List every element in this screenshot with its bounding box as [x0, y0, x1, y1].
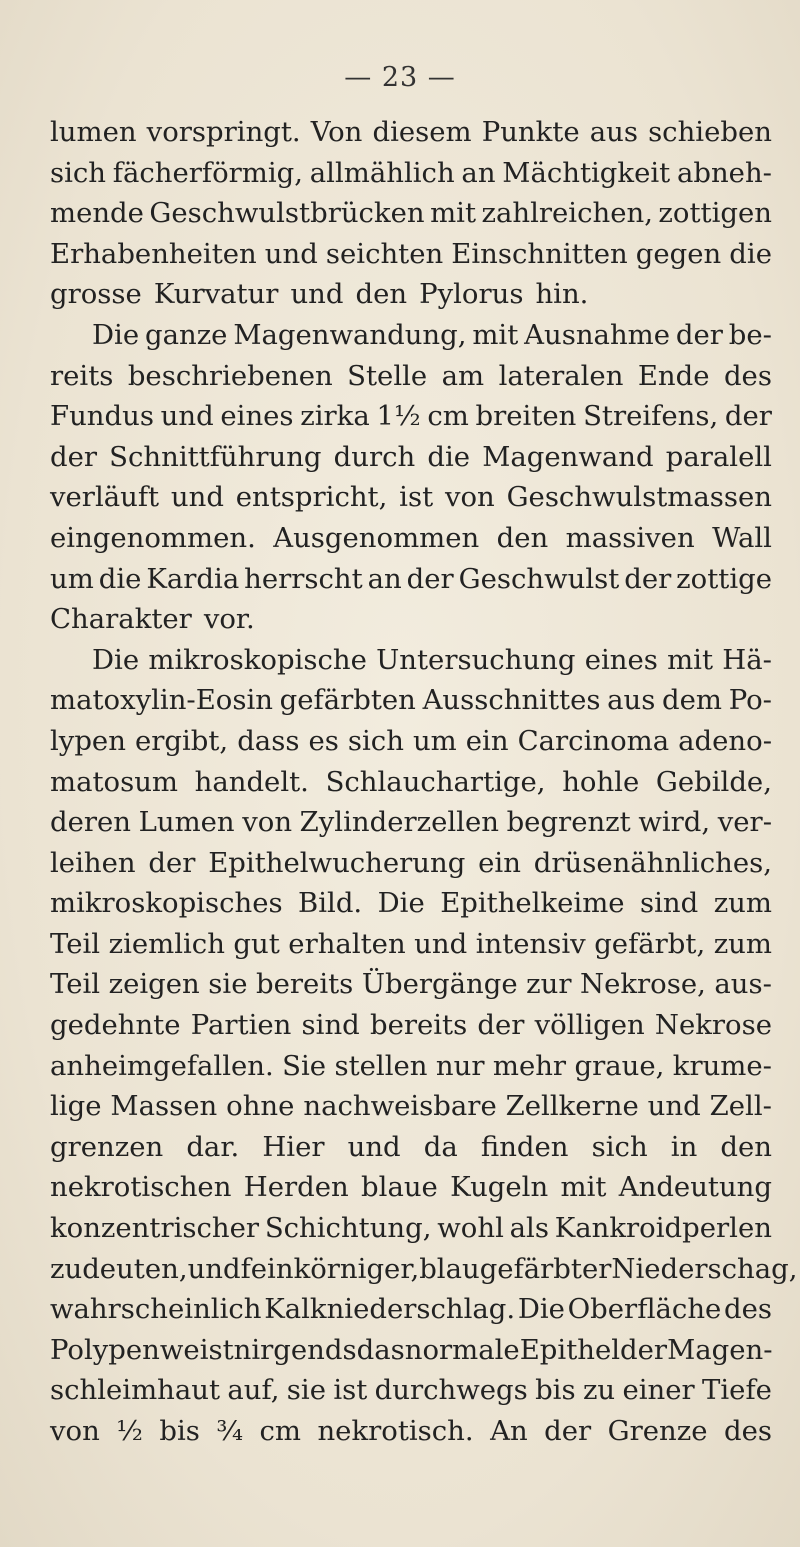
- word: Tiefe: [702, 1374, 772, 1407]
- word: sind: [640, 887, 699, 920]
- word: anheimgefallen.: [50, 1049, 274, 1082]
- word: Massen: [110, 1090, 218, 1123]
- word: zahlreichen,: [481, 197, 653, 230]
- text-line: [50, 599, 772, 640]
- word: Die: [92, 318, 140, 351]
- word: aus: [607, 684, 656, 717]
- text-line: [50, 1086, 772, 1127]
- word: ist: [333, 1374, 368, 1407]
- word: Lumen: [138, 806, 235, 839]
- word: Teil: [50, 968, 101, 1001]
- word: Wall: [712, 521, 772, 554]
- word: Oberfläche: [567, 1293, 722, 1326]
- word: grenzen: [50, 1130, 164, 1163]
- word: und: [170, 481, 224, 514]
- word: nachweisbare: [303, 1090, 497, 1123]
- text-line: [50, 721, 772, 762]
- text-line: [50, 843, 772, 884]
- word: sie: [208, 968, 248, 1001]
- word: bereits: [369, 1009, 468, 1042]
- word: konzentrischer: [50, 1212, 260, 1245]
- text-line: [50, 802, 772, 843]
- word: vor.: [203, 603, 255, 636]
- word: Epithelwucherung: [208, 846, 466, 879]
- word: sind: [301, 1009, 360, 1042]
- word: Streifens,: [583, 400, 719, 433]
- word: graue,: [574, 1049, 665, 1082]
- word: Grenze: [607, 1415, 708, 1447]
- word: zum: [713, 887, 772, 920]
- word: drüsenähnliches,: [533, 846, 772, 879]
- word: mit: [430, 197, 477, 230]
- text-line: [50, 518, 772, 559]
- word: Gebilde,: [655, 765, 772, 798]
- word: breiten: [475, 400, 577, 433]
- word: bis: [535, 1374, 576, 1407]
- word: lumen: [50, 116, 137, 148]
- word: um: [50, 562, 94, 595]
- word: zur: [526, 968, 572, 1001]
- text-line: [50, 762, 772, 803]
- word: Teil: [50, 927, 101, 960]
- word: 1½: [376, 400, 421, 433]
- word: sich: [347, 724, 404, 757]
- text-line: [50, 234, 772, 275]
- word: der: [406, 562, 454, 595]
- word: mehr: [492, 1049, 567, 1082]
- word: gegen: [635, 237, 722, 270]
- word: aus: [589, 116, 638, 148]
- word: der: [724, 400, 772, 433]
- word: deren: [50, 806, 132, 839]
- word: das: [356, 1333, 405, 1366]
- word: der: [675, 318, 723, 351]
- word: schieben: [648, 116, 772, 148]
- word: gut: [233, 927, 280, 960]
- word: von: [444, 481, 495, 514]
- word: eines: [220, 400, 294, 433]
- word: ohne: [226, 1090, 295, 1123]
- word: Ausgenommen: [273, 521, 480, 554]
- word: normale: [404, 1333, 520, 1366]
- word: von: [50, 1415, 100, 1447]
- word: mende: [50, 197, 144, 230]
- word: den: [355, 278, 408, 311]
- text-line: [50, 274, 772, 315]
- word: da: [423, 1130, 458, 1163]
- text-line: [50, 396, 772, 437]
- word: seichten: [325, 237, 444, 270]
- word: blaugefärbter: [419, 1252, 612, 1285]
- word: der: [620, 1333, 668, 1366]
- page-number: — 23 —: [344, 62, 456, 93]
- text-line: [50, 1167, 772, 1208]
- word: cm: [259, 1415, 301, 1447]
- word: ½: [116, 1415, 143, 1447]
- word: eines: [584, 643, 658, 676]
- word: eingenommen.: [50, 521, 256, 554]
- text-line: [50, 193, 772, 234]
- word: und: [187, 1252, 241, 1285]
- word: zeigen: [108, 968, 200, 1001]
- word: verläuft: [50, 481, 160, 514]
- word: lateralen: [498, 359, 624, 392]
- word: Charakter: [50, 603, 192, 636]
- word: und: [347, 1130, 401, 1163]
- word: die: [98, 562, 142, 595]
- word: der: [50, 440, 98, 473]
- word: Nekrose,: [580, 968, 706, 1001]
- text-line: [50, 924, 772, 965]
- word: Pylorus: [419, 278, 524, 311]
- word: bis: [159, 1415, 200, 1447]
- word: ver-: [717, 806, 772, 839]
- word: Geschwulstmassen: [506, 481, 772, 514]
- word: Kalkniederschlag.: [264, 1293, 516, 1326]
- word: Punkte: [481, 116, 580, 148]
- word: der: [148, 846, 196, 879]
- body-text: [50, 112, 798, 1452]
- word: zu: [582, 1374, 616, 1407]
- word: mikroskopisches: [50, 887, 283, 920]
- text-line: [50, 640, 772, 681]
- word: Mächtigkeit: [502, 156, 671, 189]
- text-line: [50, 559, 772, 600]
- word: wahrscheinlich: [50, 1293, 262, 1326]
- word: Hier: [262, 1130, 325, 1163]
- word: Carcinoma: [517, 724, 670, 757]
- word: gefärbt,: [594, 927, 706, 960]
- word: hohle: [562, 765, 640, 798]
- word: allmählich: [309, 156, 455, 189]
- text-line: [50, 1208, 772, 1249]
- word: adeno-: [678, 724, 772, 757]
- word: durchwegs: [374, 1374, 528, 1407]
- word: Nekrose: [654, 1009, 772, 1042]
- word: und: [264, 237, 318, 270]
- word: einer: [622, 1374, 695, 1407]
- text-line: [50, 112, 772, 153]
- word: Geschwulstbrücken: [149, 197, 425, 230]
- word: Von: [310, 116, 363, 148]
- word: und: [647, 1090, 701, 1123]
- word: lypen: [50, 724, 126, 757]
- word: Magenwandung,: [233, 318, 467, 351]
- word: der: [477, 1009, 525, 1042]
- word: um: [412, 724, 457, 757]
- text-line: [50, 1046, 772, 1087]
- text-line: [50, 680, 772, 721]
- word: und: [160, 400, 214, 433]
- word: gefärbten: [279, 684, 416, 717]
- word: aus-: [714, 968, 772, 1001]
- word: nekrotisch.: [317, 1415, 474, 1447]
- word: Kardia: [146, 562, 240, 595]
- word: gedehnte: [50, 1009, 181, 1042]
- word: an: [367, 562, 402, 595]
- word: Die: [517, 1293, 565, 1326]
- word: Bild.: [298, 887, 363, 920]
- word: feinkörniger,: [240, 1252, 420, 1285]
- word: handelt.: [194, 765, 309, 798]
- word: dem: [662, 684, 723, 717]
- word: Schnittführung: [109, 440, 322, 473]
- word: und: [290, 278, 344, 311]
- text-line: [50, 153, 772, 194]
- word: lige: [50, 1090, 102, 1123]
- word: ist: [399, 481, 434, 514]
- word: dass: [237, 724, 300, 757]
- word: Ausschnittes: [422, 684, 601, 717]
- word: und: [414, 927, 468, 960]
- word: Kurvatur: [153, 278, 279, 311]
- word: ganze: [144, 318, 228, 351]
- word: Andeutung: [618, 1171, 772, 1204]
- word: Magen-: [667, 1333, 773, 1366]
- word: weist: [159, 1333, 234, 1366]
- word: als: [509, 1212, 549, 1245]
- word: ergibt,: [134, 724, 229, 757]
- word: stellen: [334, 1049, 428, 1082]
- text-line: [50, 1249, 798, 1290]
- word: vorspringt.: [146, 116, 301, 148]
- word: leihen: [50, 846, 136, 879]
- word: ¾: [216, 1415, 244, 1447]
- word: bereits: [256, 968, 354, 1001]
- text-line: [50, 477, 772, 518]
- word: Schlauchartige,: [325, 765, 546, 798]
- text-line: [50, 1005, 772, 1046]
- word: matosum: [50, 765, 178, 798]
- word: matoxylin-Eosin: [50, 684, 273, 717]
- word: den: [496, 521, 549, 554]
- word: finden: [480, 1130, 569, 1163]
- word: den: [720, 1130, 772, 1163]
- text-line: [50, 437, 772, 478]
- word: Stelle: [347, 359, 428, 392]
- word: grosse: [50, 278, 142, 311]
- word: paralell: [665, 440, 772, 473]
- word: Geschwulst: [458, 562, 620, 595]
- word: des: [724, 1415, 772, 1447]
- text-line: [50, 1411, 772, 1452]
- text-line: [50, 315, 772, 356]
- word: Fundus: [50, 400, 154, 433]
- word: sie: [286, 1374, 326, 1407]
- word: zottige: [676, 562, 772, 595]
- word: diesem: [372, 116, 472, 148]
- word: reits: [50, 359, 114, 392]
- word: Partien: [190, 1009, 292, 1042]
- word: der: [624, 562, 672, 595]
- word: völligen: [534, 1009, 645, 1042]
- word: wohl: [437, 1212, 504, 1245]
- word: entspricht,: [235, 481, 388, 514]
- word: hin.: [535, 278, 589, 311]
- text-line: [50, 356, 772, 397]
- word: dar.: [186, 1130, 240, 1163]
- word: in: [670, 1130, 698, 1163]
- text-line: [50, 1127, 772, 1168]
- word: massiven: [565, 521, 695, 554]
- text-line: [50, 964, 772, 1005]
- word: es: [308, 724, 339, 757]
- word: abneh-: [676, 156, 772, 189]
- word: mikroskopische: [148, 643, 367, 676]
- word: durch: [333, 440, 416, 473]
- text-line: [50, 1330, 772, 1371]
- word: deuten,: [82, 1252, 188, 1285]
- word: Ausnahme: [524, 318, 671, 351]
- word: am: [441, 359, 485, 392]
- word: Epithelkeime: [440, 887, 625, 920]
- word: des: [724, 1293, 772, 1326]
- word: von: [242, 806, 293, 839]
- word: Polypen: [50, 1333, 160, 1366]
- word: zum: [713, 927, 772, 960]
- word: die: [427, 440, 471, 473]
- word: Herden: [243, 1171, 349, 1204]
- word: blaue: [361, 1171, 438, 1204]
- word: begrenzt: [506, 806, 631, 839]
- word: Niederschag,: [611, 1252, 798, 1285]
- word: Magenwand: [482, 440, 654, 473]
- word: Epithel: [519, 1333, 621, 1366]
- word: herrscht: [244, 562, 363, 595]
- word: Kankroidperlen: [554, 1212, 772, 1245]
- word: ziemlich: [108, 927, 225, 960]
- word: Einschnitten: [451, 237, 628, 270]
- word: Untersuchung: [376, 643, 576, 676]
- word: Zylinderzellen: [299, 806, 499, 839]
- word: zirka: [300, 400, 370, 433]
- word: die: [729, 237, 772, 270]
- word: Zellkerne: [505, 1090, 639, 1123]
- word: zottigen: [658, 197, 772, 230]
- text-line: [50, 1289, 772, 1330]
- word: nirgends: [233, 1333, 357, 1366]
- word: der: [544, 1415, 592, 1447]
- word: an: [461, 156, 496, 189]
- word: ein: [465, 724, 509, 757]
- word: fächerförmig,: [112, 156, 304, 189]
- word: Hä-: [722, 643, 772, 676]
- word: mit: [560, 1171, 607, 1204]
- word: zu: [50, 1252, 83, 1285]
- word: nur: [435, 1049, 485, 1082]
- word: sich: [591, 1130, 648, 1163]
- word: An: [490, 1415, 528, 1447]
- word: Erhabenheiten: [50, 237, 257, 270]
- word: schleimhaut: [50, 1374, 221, 1407]
- word: beschriebenen: [127, 359, 333, 392]
- word: auf,: [227, 1374, 280, 1407]
- word: Sie: [282, 1049, 327, 1082]
- word: Die: [92, 643, 140, 676]
- word: mit: [472, 318, 519, 351]
- word: des: [723, 359, 772, 392]
- word: be-: [728, 318, 772, 351]
- word: intensiv: [475, 927, 586, 960]
- word: krume-: [672, 1049, 772, 1082]
- word: ein: [478, 846, 521, 879]
- word: Kugeln: [450, 1171, 549, 1204]
- text-line: [50, 883, 772, 924]
- word: sich: [50, 156, 107, 189]
- word: Zell-: [709, 1090, 772, 1123]
- word: cm: [427, 400, 469, 433]
- word: Ende: [637, 359, 710, 392]
- word: erhalten: [288, 927, 406, 960]
- word: nekrotischen: [50, 1171, 232, 1204]
- word: Schichtung,: [264, 1212, 432, 1245]
- text-line: [50, 1370, 772, 1411]
- word: wird,: [638, 806, 711, 839]
- word: Po-: [728, 684, 772, 717]
- word: mit: [667, 643, 714, 676]
- word: Die: [377, 887, 425, 920]
- word: Übergänge: [361, 968, 518, 1001]
